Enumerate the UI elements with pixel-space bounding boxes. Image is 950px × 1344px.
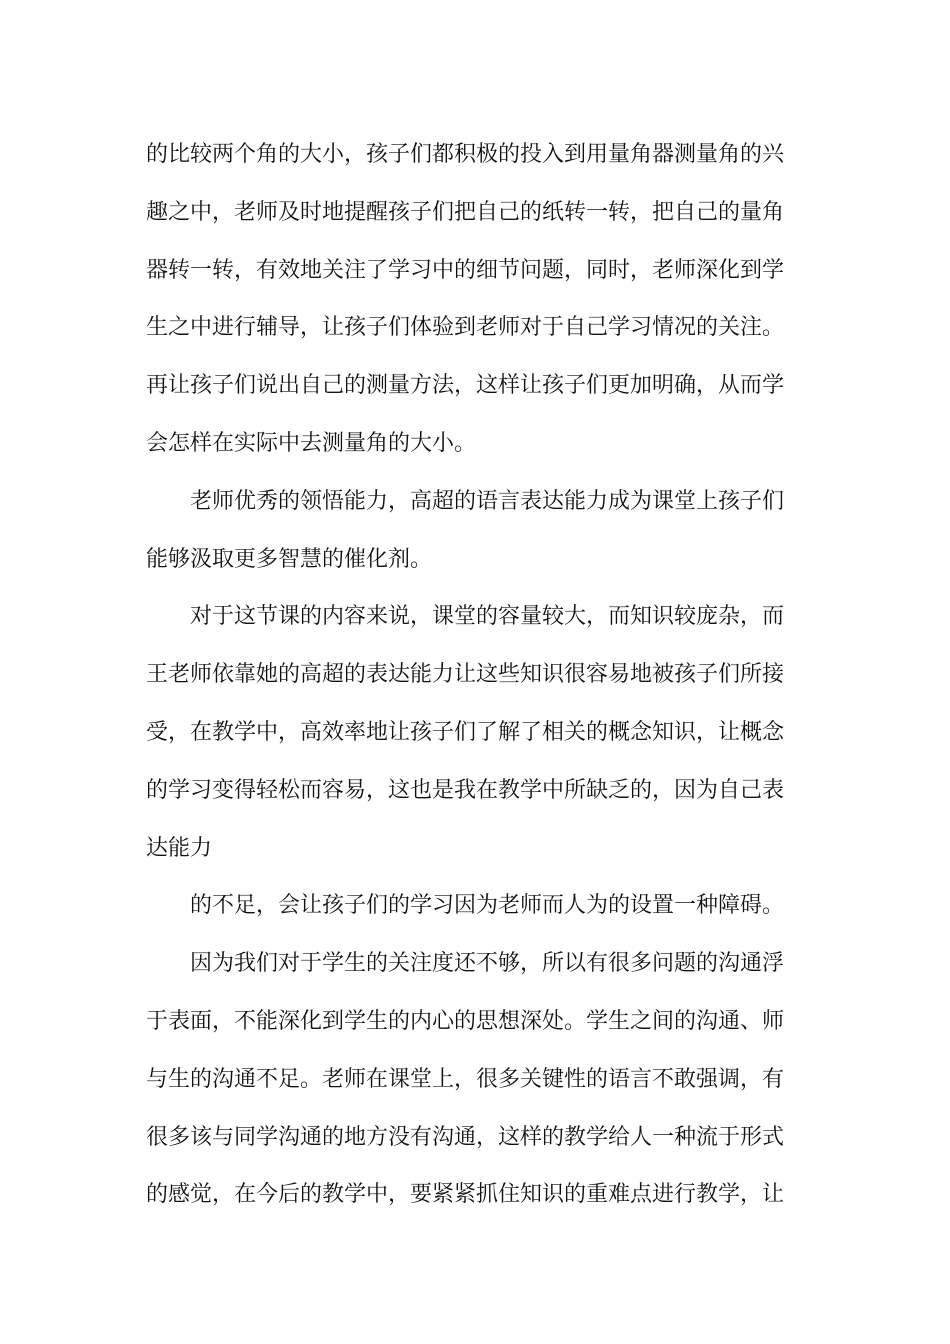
text-line: 器转一转，有效地关注了学习中的细节问题，同时，老师深化到学: [146, 257, 785, 283]
paragraph-start-line: 对于这节课的内容来说，课堂的容量较大，而知识较庞杂，而: [190, 604, 785, 630]
text-line: 再让孩子们说出自己的测量方法，这样让孩子们更加明确，从而学: [146, 373, 785, 399]
paragraph-start-line: 老师优秀的领悟能力，高超的语言表达能力成为课堂上孩子们: [190, 488, 785, 514]
paragraph-start-line: 因为我们对于学生的关注度还不够，所以有很多问题的沟通浮: [190, 951, 785, 977]
text-line: 很多该与同学沟通的地方没有沟通，这样的教学给人一种流于形式: [146, 1124, 785, 1150]
text-line: 的感觉，在今后的教学中，要紧紧抓住知识的重难点进行教学，让: [146, 1182, 785, 1208]
text-line: 达能力: [146, 835, 213, 861]
text-line: 能够汲取更多智慧的催化剂。: [146, 546, 433, 572]
text-line: 趣之中，老师及时地提醒孩子们把自己的纸转一转，把自己的量角: [146, 199, 785, 225]
text-line: 生之中进行辅导，让孩子们体验到老师对于自己学习情况的关注。: [146, 315, 785, 341]
text-line: 的比较两个角的大小，孩子们都积极的投入到用量角器测量角的兴: [146, 142, 785, 167]
document-body: [146, 126, 806, 1224]
text-line: 与生的沟通不足。老师在课堂上，很多关键性的语言不敢强调，有: [146, 1066, 785, 1092]
text-line: 受，在教学中，高效率地让孩子们了解了相关的概念知识，让概念: [146, 719, 785, 745]
text-line: 的学习变得轻松而容易，这也是我在教学中所缺乏的，因为自己表: [146, 777, 785, 803]
text-line: 会怎样在实际中去测量角的大小。: [146, 430, 477, 456]
text-line: 于表面，不能深化到学生的内心的思想深处。学生之间的沟通、师: [146, 1008, 785, 1034]
paragraph-start-line: 的不足，会让孩子们的学习因为老师而人为的设置一种障碍。: [190, 893, 785, 919]
text-line: 王老师依靠她的高超的表达能力让这些知识很容易地被孩子们所接: [146, 662, 785, 688]
